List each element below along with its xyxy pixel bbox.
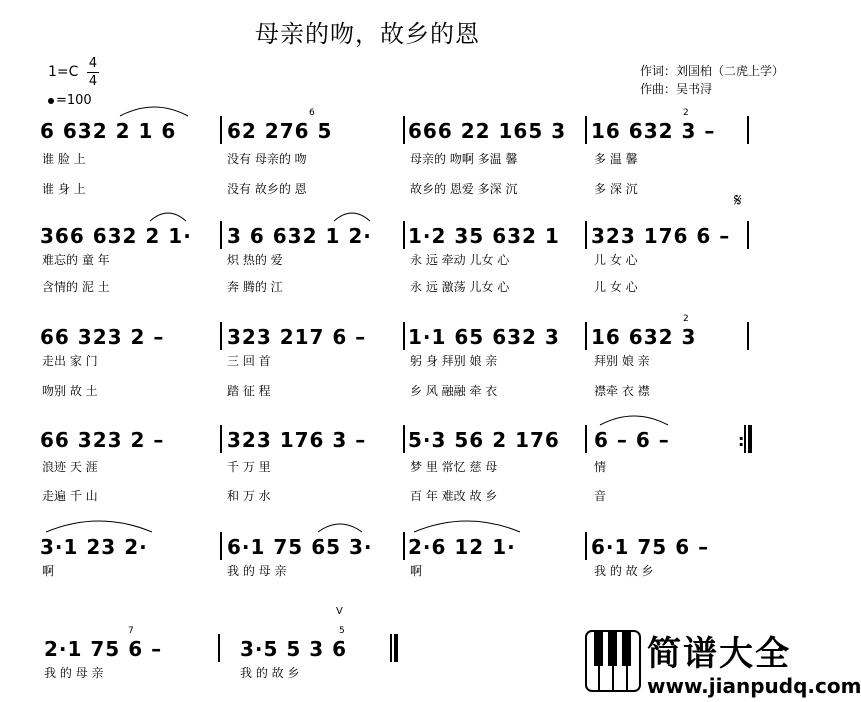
segno-icon: 𝄋 (734, 190, 742, 211)
lyric-line: 我 的 故 乡 (240, 666, 300, 680)
grace-note: 7 (128, 626, 134, 636)
lyric-line: 浪迹 天 涯 (42, 460, 98, 474)
lyric-line: 奔 腾的 江 (227, 280, 283, 294)
lyric-line: 乡 风 融融 牵 衣 (410, 384, 498, 398)
lyric-line: 我 的 母 亲 (227, 564, 287, 578)
repeat-dots: : (738, 431, 745, 450)
lyric-line: 梦 里 常忆 慈 母 (410, 460, 498, 474)
lyric-line: 拜别 娘 亲 (594, 354, 650, 368)
lyricist-credit: 作词：刘国柏（二虎上学） (640, 64, 785, 78)
slur (598, 411, 670, 427)
measure: 2·1 75 6 – (44, 637, 163, 661)
slur (44, 516, 154, 534)
song-title: 母亲的吻，故乡的恩 (255, 20, 480, 48)
lyric-line: 多 温 馨 (594, 152, 638, 166)
measure: 3·1 23 2· (40, 535, 148, 559)
measure: 666 22 165 3 (408, 119, 567, 143)
measure: 6·1 75 6 – (591, 535, 710, 559)
slur (412, 516, 522, 534)
site-logo (585, 626, 861, 702)
measure: 5·3 56 2 176 (408, 428, 560, 452)
key-signature: 1=C (48, 64, 79, 80)
lyric-line: 没有 母亲的 吻 (227, 152, 307, 166)
measure: 323 176 6 – (591, 224, 731, 248)
quarter-note-icon (48, 98, 54, 104)
measure: 366 632 2 1· (40, 224, 192, 248)
lyric-line: 儿 女 心 (594, 253, 638, 267)
measure: 3 6 632 1 2· (227, 224, 372, 248)
lyric-line: 走出 家 门 (42, 354, 98, 368)
lyric-line: 和 万 水 (227, 489, 271, 503)
lyric-line: 难忘的 童 年 (42, 253, 110, 267)
time-signature (87, 56, 99, 89)
lyric-line: 躬 身 拜别 娘 亲 (410, 354, 498, 368)
slur (118, 102, 190, 118)
slur (316, 520, 364, 534)
measure: 16 632 3 – (591, 119, 716, 143)
lyric-line: 永 远 牵动 儿女 心 (410, 253, 510, 267)
measure: 323 217 6 – (227, 325, 367, 349)
measure: 6 – 6 – (594, 428, 670, 452)
lyric-line: 多 深 沉 (594, 182, 638, 196)
tempo-marking: =100 (48, 93, 92, 108)
measure: 2·6 12 1· (408, 535, 516, 559)
lyric-line: 我 的 故 乡 (594, 564, 654, 578)
lyric-line: 音 (594, 489, 607, 503)
grace-note: 5 (339, 626, 345, 636)
lyric-line: 情 (594, 460, 607, 474)
measure: 1·2 35 632 1 (408, 224, 560, 248)
lyric-line: 襟牵 衣 襟 (594, 384, 650, 398)
measure: 1·1 65 632 3 (408, 325, 560, 349)
lyric-line: 走遍 千 山 (42, 489, 98, 503)
accent-mark: V (336, 606, 343, 617)
measure: 6·1 75 65 3· (227, 535, 373, 559)
lyric-line: 含情的 泥 土 (42, 280, 110, 294)
lyric-line: 三 回 首 (227, 354, 271, 368)
measure: 62 276 5 (227, 119, 333, 143)
grace-note: 2 (683, 314, 689, 324)
lyric-line: 谁 脸 上 (42, 152, 86, 166)
lyric-line: 永 远 激荡 儿女 心 (410, 280, 510, 294)
lyric-line: 故乡的 恩爱 多深 沉 (410, 182, 518, 196)
measure: 16 632 3 (591, 325, 697, 349)
lyric-line: 儿 女 心 (594, 280, 638, 294)
measure: 3·5 5 3 6 (240, 637, 348, 661)
lyric-line: 没有 故乡的 恩 (227, 182, 307, 196)
lyric-line: 我 的 母 亲 (44, 666, 104, 680)
time-signature-bottom: 4 (88, 74, 98, 89)
lyric-line: 踏 征 程 (227, 384, 271, 398)
lyric-line: 炽 热的 爱 (227, 253, 283, 267)
lyric-line: 千 万 里 (227, 460, 271, 474)
measure: 323 176 3 – (227, 428, 367, 452)
slur (148, 209, 188, 223)
measure: 66 323 2 – (40, 428, 165, 452)
grace-note: 2 (683, 108, 689, 118)
site-url: www.jianpudq.com (647, 674, 861, 698)
lyric-line: 啊 (410, 564, 423, 578)
lyric-line: 吻别 故 土 (42, 384, 98, 398)
lyric-line: 啊 (42, 564, 55, 578)
measure: 6 632 2 1 6 (40, 119, 177, 143)
measure: 66 323 2 – (40, 325, 165, 349)
grace-note: 6 (309, 108, 315, 118)
lyric-line: 谁 身 上 (42, 182, 86, 196)
lyric-line: 母亲的 吻啊 多温 馨 (410, 152, 518, 166)
slur (332, 209, 372, 223)
piano-keys-icon (585, 630, 641, 692)
composer-credit: 作曲：吴书浔 (640, 82, 713, 96)
lyric-line: 百 年 难改 故 乡 (410, 489, 498, 503)
site-name: 简谱大全 (647, 634, 791, 674)
time-signature-top: 4 (88, 56, 98, 71)
